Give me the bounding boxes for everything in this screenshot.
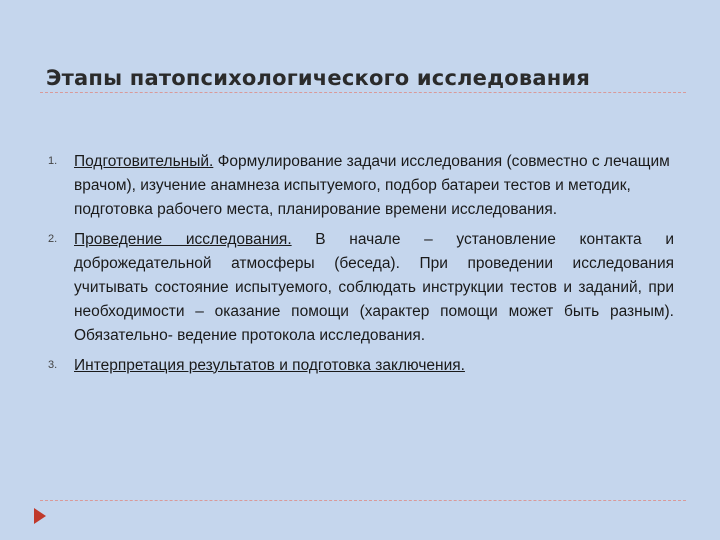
- title-divider: [40, 92, 686, 93]
- list-item: [48, 150, 674, 223]
- step-lead: Интерпретация результатов и подготовка заключения.: [74, 356, 465, 374]
- list-item: [48, 228, 674, 349]
- list-item: [48, 354, 674, 378]
- step-body: В начале – установление контакта и доброжедательной атмосферы (беседа). При проведении исследования учитывать состояние испытуемого, соблюдать инструкции тестов и заданий, при необходимости – оказание помощи (характер помощи может быть разным). Обязательно- ведение протокола исследования.: [74, 230, 674, 345]
- step-body: Формулирование задачи исследования (совместно с лечащим врачом), изучение анамнеза испытуемого, подбор батареи тестов и методик, подготовка рабочего места, планирование времени исследования.: [74, 153, 670, 219]
- steps-list: [48, 150, 674, 383]
- step-number: 1.: [48, 155, 58, 167]
- step-text: [74, 228, 674, 349]
- slide-title: Этапы патопсихологического исследования: [46, 66, 591, 90]
- step-text: [74, 354, 674, 378]
- step-text: [74, 150, 674, 223]
- step-number: 2.: [48, 232, 58, 245]
- step-number: 3.: [48, 358, 58, 371]
- footer-divider: [40, 500, 686, 501]
- play-triangle-icon[interactable]: [34, 508, 46, 524]
- step-lead: Проведение исследования.: [74, 230, 292, 248]
- step-lead: Подготовительный.: [74, 153, 214, 170]
